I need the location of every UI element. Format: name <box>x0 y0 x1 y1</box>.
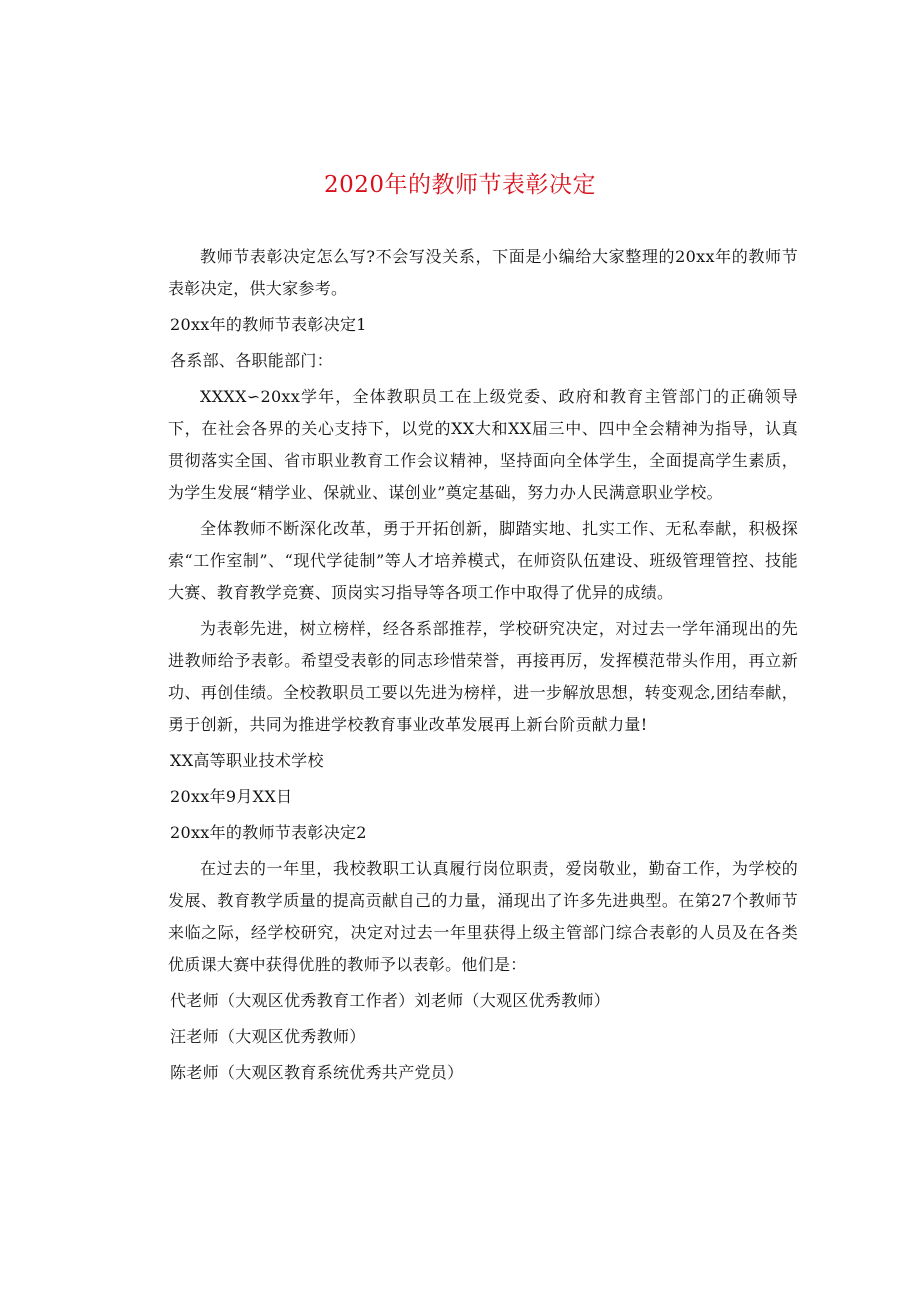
document-body <box>168 241 798 1093</box>
section2-paragraph: 在过去的一年里，我校教职工认真履行岗位职责，爱岗敬业，勤奋工作，为学校的发展、教育教学质量的提高贡献自己的力量，涌现出了许多先进典型。在第27个教师节来临之际，经学校研究，决定对过去一年里获得上级主管部门综合表彰的人员及在各类优质课大赛中获得优胜的教师予以表彰。他们是： <box>168 859 798 974</box>
honoree-line-1: 代老师（大观区优秀教育工作者）刘老师（大观区优秀教师） <box>170 991 611 1010</box>
section1-salutation: 各系部、各职能部门： <box>170 351 334 370</box>
document-title: 2020年的教师节表彰决定 <box>323 172 597 198</box>
section1-heading: 20xx年的教师节表彰决定1 <box>170 315 367 334</box>
honoree-line-3: 陈老师（大观区教育系统优秀共产党员） <box>170 1063 464 1082</box>
intro-paragraph: 教师节表彰决定怎么写?不会写没关系，下面是小编给大家整理的20xx年的教师节表彰决定，供大家参考。 <box>168 247 798 298</box>
honoree-line-2: 汪老师（大观区优秀教师） <box>170 1027 366 1046</box>
section1-paragraph-1: XXXX∽20xx学年，全体教职员工在上级党委、政府和教育主管部门的正确领导下，在社会各界的关心支持下，以党的XX大和XX届三中、四中全会精神为指导，认真贯彻落实全国、省市职业教育工作会议精神，坚持面向全体学生，全面提高学生素质，为学生发展“精学业、保就业、谋创业”奠定基础，努力办人民满意职业学校。 <box>168 387 798 502</box>
section1-paragraph-3: 为表彰先进，树立榜样，经各系部推荐，学校研究决定，对过去一学年涌现出的先进教师给予表彰。希望受表彰的同志珍惜荣誉，再接再厉，发挥模范带头作用，再立新功、再创佳绩。全校教职员工要以先进为榜样，进一步解放思想，转变观念,团结奉献，勇于创新，共同为推进学校教育事业改革发展再上新台阶贡献力量! <box>168 619 798 734</box>
section1-paragraph-2: 全体教师不断深化改革，勇于开拓创新，脚踏实地、扎实工作、无私奉献，积极探索“工作室制”、“现代学徒制”等人才培养模式，在师资队伍建设、班级管理管控、技能大赛、教育教学竞赛、顶岗实习指导等各项工作中取得了优异的成绩。 <box>168 519 798 602</box>
section2-heading: 20xx年的教师节表彰决定2 <box>170 823 367 842</box>
section1-date: 20xx年9月XX日 <box>170 787 293 806</box>
section1-signature: XX高等职业技术学校 <box>170 751 324 770</box>
